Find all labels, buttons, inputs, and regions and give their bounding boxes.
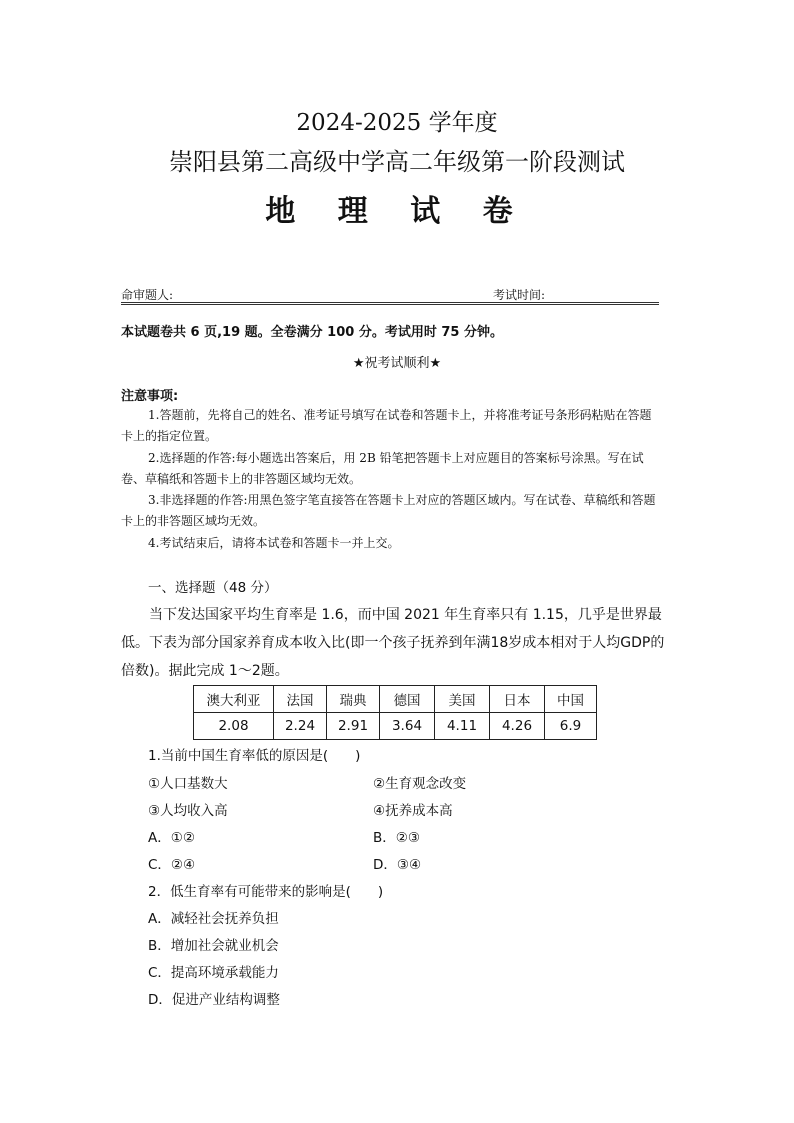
table-cell: 德国 (380, 686, 435, 713)
table-cell: 澳大利亚 (194, 686, 274, 713)
table-cell: 法国 (274, 686, 327, 713)
section-title: 一、选择题（48 分） (148, 580, 278, 596)
q2-option-a: A．减轻社会抚养负担 (148, 911, 279, 927)
good-luck-wish: ★祝考试顺利★ (352, 356, 442, 371)
meta-line (121, 286, 659, 305)
table-cell: 瑞典 (327, 686, 380, 713)
q1-option-c: C．②④ (148, 857, 196, 873)
table-header-row (194, 686, 597, 713)
note-item: 2.选择题的作答:每小题选出答案后，用 2B 铅笔把答题卡上对应题目的答案标号涂黑。写在试卷、草稿纸和答题卡上的非答题区域均无效。 (121, 451, 644, 486)
q1-statement-3: ③人均收入高 (148, 803, 228, 819)
table-cell: 美国 (435, 686, 490, 713)
question-intro: 当下发达国家平均生育率是 1.6，而中国 2021 年生育率只有 1.15，几乎是世界最低。下表为部分国家养育成本收入比(即一个孩子抚养到年满18岁成本相对于人均GDP的倍数)。据此完成 1～2题。 (121, 607, 665, 679)
table-value-row (194, 713, 597, 740)
q2-option-b: B．增加社会就业机会 (148, 938, 279, 954)
cost-ratio-table (193, 685, 597, 740)
q1-statement-4: ④抚养成本高 (373, 803, 453, 819)
note-item: 4.考试结束后，请将本试卷和答题卡一并上交。 (148, 536, 400, 550)
table-cell: 4.11 (435, 713, 490, 740)
table-cell: 3.64 (380, 713, 435, 740)
q1-statement-1: ①人口基数大 (148, 776, 228, 792)
table-cell: 6.9 (545, 713, 597, 740)
notes-title: 注意事项: (121, 389, 179, 404)
q2-option-c: C．提高环境承载能力 (148, 965, 279, 981)
table-cell: 中国 (545, 686, 597, 713)
subject-title: 地 理 试 卷 (265, 194, 529, 229)
school-exam-title: 崇阳县第二高级中学高二年级第一阶段测试 (169, 148, 625, 176)
note-item: 3.非选择题的作答:用黑色签字笔直接答在答题卡上对应的答题区域内。写在试卷、草稿纸和答题卡上的非答题区域均无效。 (121, 493, 656, 528)
question-1-stem: 1.当前中国生育率低的原因是( ) (148, 748, 361, 764)
q1-option-d: D．③④ (373, 857, 422, 873)
time-label: 考试时间: (493, 288, 546, 302)
table-cell: 2.91 (327, 713, 380, 740)
exam-year: 2024-2025 学年度 (296, 110, 498, 136)
table-cell: 2.24 (274, 713, 327, 740)
q1-option-a: A．①② (148, 830, 195, 846)
q1-statement-2: ②生育观念改变 (373, 776, 467, 792)
question-2-stem: 2．低生育率有可能带来的影响是( ) (148, 884, 384, 900)
table-cell: 4.26 (490, 713, 545, 740)
author-label: 命审题人: (121, 288, 174, 302)
exam-summary: 本试题卷共 6 页,19 题。全卷满分 100 分。考试用时 75 分钟。 (121, 325, 503, 340)
table-cell: 2.08 (194, 713, 274, 740)
table-cell: 日本 (490, 686, 545, 713)
q2-option-d: D．促进产业结构调整 (148, 992, 280, 1008)
note-item: 1.答题前，先将自己的姓名、准考证号填写在试卷和答题卡上，并将准考证号条形码粘贴在答题卡上的指定位置。 (121, 408, 652, 443)
q1-option-b: B．②③ (373, 830, 420, 846)
